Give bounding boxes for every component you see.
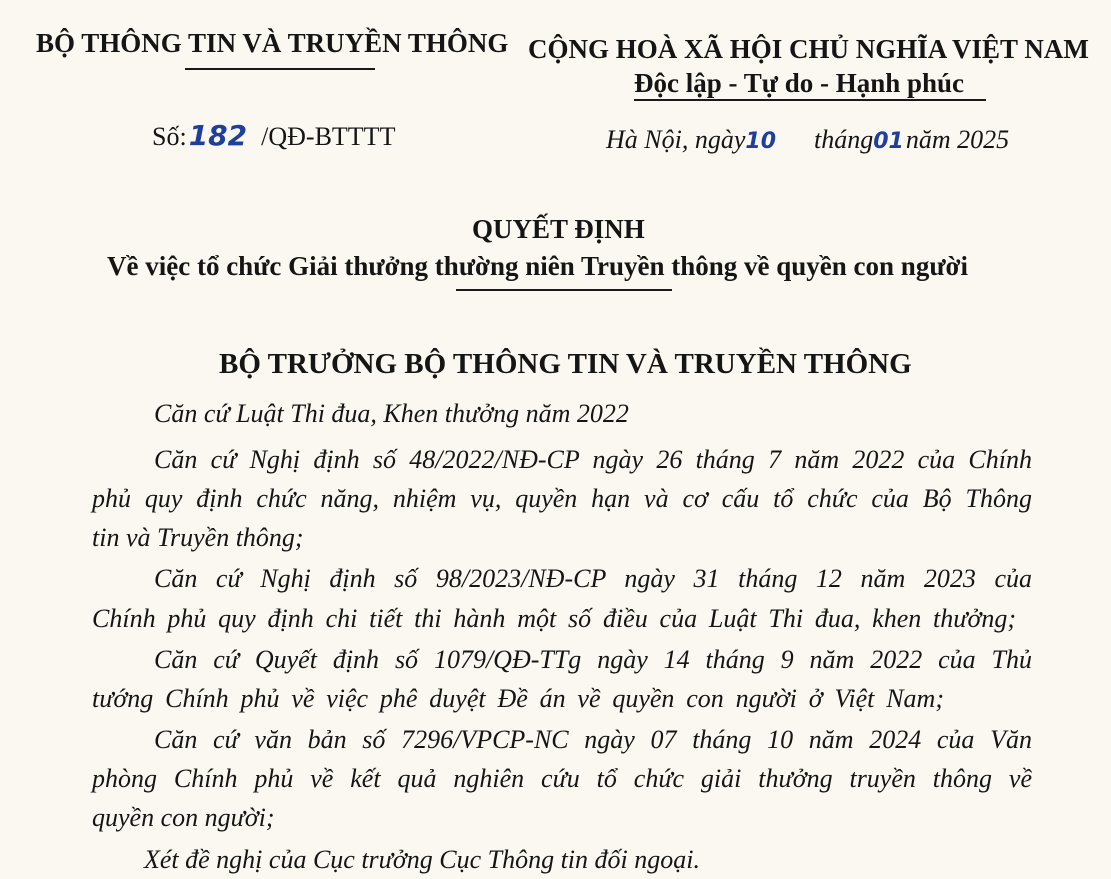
issuing-authority: BỘ TRƯỞNG BỘ THÔNG TIN VÀ TRUYỀN THÔNG bbox=[219, 348, 912, 380]
number-label: Số: bbox=[152, 122, 187, 151]
preamble-line: Xét đề nghị của Cục trưởng Cục Thông tin đối ngoại. bbox=[144, 845, 700, 874]
preamble-line: quyền con người; bbox=[92, 803, 275, 832]
preamble-line: Căn cứ Luật Thi đua, Khen thưởng năm 2022 bbox=[154, 399, 629, 428]
preamble-line: phủ quy định chức năng, nhiệm vụ, quyền hạn và cơ cấu tổ chức của Bộ Thông bbox=[92, 484, 1032, 513]
preamble-line: Căn cứ Nghị định số 98/2023/NĐ-CP ngày 31 tháng 12 năm 2023 của bbox=[154, 564, 1032, 593]
place-date-prefix: Hà Nội, ngày bbox=[606, 125, 746, 154]
ministry-underline bbox=[185, 68, 375, 70]
handwritten-day: 10 bbox=[745, 129, 777, 154]
month-label: tháng bbox=[814, 125, 874, 154]
handwritten-month: 01 bbox=[873, 129, 904, 154]
republic-name: CỘNG HOÀ XÃ HỘI CHỦ NGHĨA VIỆT NAM bbox=[528, 34, 1089, 64]
handwritten-number: 182 bbox=[188, 119, 248, 152]
decision-heading: QUYẾT ĐỊNH bbox=[472, 214, 645, 244]
place-date bbox=[606, 125, 1009, 155]
subject-underline bbox=[456, 289, 672, 291]
national-motto: Độc lập - Tự do - Hạnh phúc bbox=[634, 68, 965, 98]
preamble-line: Căn cứ văn bản số 7296/VPCP-NC ngày 07 tháng 10 năm 2024 của Văn bbox=[154, 725, 1032, 754]
document-number bbox=[152, 119, 395, 152]
motto-underline bbox=[634, 99, 986, 101]
preamble-line: Chính phủ quy định chi tiết thi hành một số điều của Luật Thi đua, khen thưởng; bbox=[92, 604, 1016, 633]
preamble-line: tướng Chính phủ về việc phê duyệt Đề án về quyền con người ở Việt Nam; bbox=[92, 684, 944, 713]
preamble-line: Căn cứ Quyết định số 1079/QĐ-TTg ngày 14 tháng 9 năm 2022 của Thủ bbox=[154, 645, 1032, 674]
preamble-line: tin và Truyền thông; bbox=[92, 523, 304, 552]
preamble-line: phòng Chính phủ về kết quả nghiên cứu tổ chức giải thưởng truyền thông về bbox=[92, 764, 1032, 793]
preamble-line: Căn cứ Nghị định số 48/2022/NĐ-CP ngày 26 tháng 7 năm 2022 của Chính bbox=[154, 445, 1032, 474]
decision-subject: Về việc tổ chức Giải thưởng thường niên Truyền thông về quyền con người bbox=[107, 251, 968, 281]
ministry-name: BỘ THÔNG TIN VÀ TRUYỀN THÔNG bbox=[36, 28, 509, 58]
number-suffix: /QĐ-BTTTT bbox=[261, 122, 396, 151]
year-text: năm 2025 bbox=[905, 125, 1010, 154]
